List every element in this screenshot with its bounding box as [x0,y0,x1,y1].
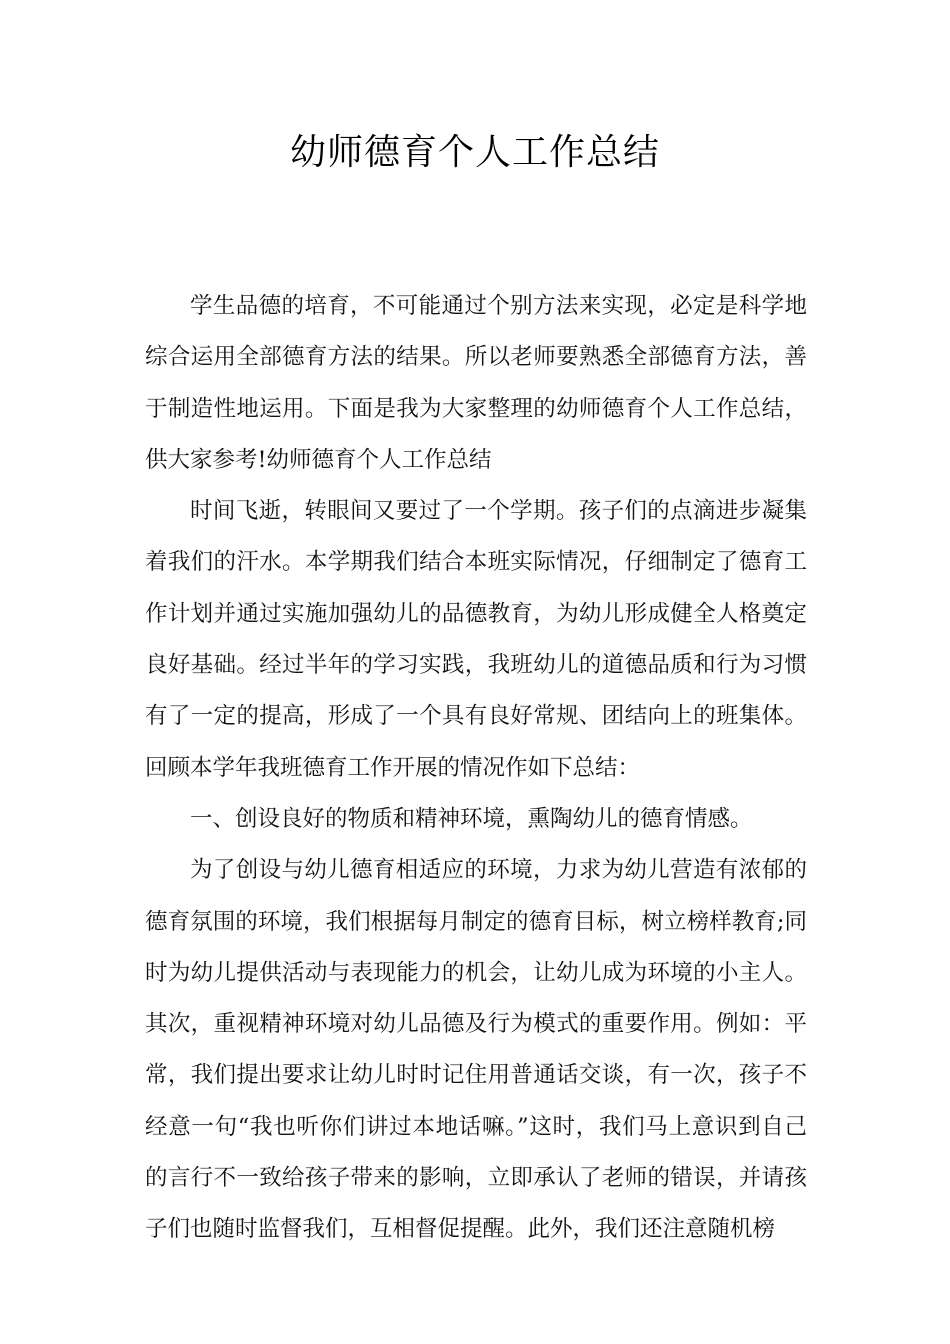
document-body [145,281,807,1256]
document-title: 幼师德育个人工作总结 [289,132,660,173]
paragraph-review: 时间飞逝，转眼间又要过了一个学期。孩子们的点滴进步凝集着我们的汗水。本学期我们结合本班实际情况，仔细制定了德育工作计划并通过实施加强幼儿的品德教育，为幼儿形成健全人格奠定良好基础。经过半年的学习实践，我班幼儿的道德品质和行为习惯有了一定的提高，形成了一个具有良好常规、团结向上的班集体。回顾本学年我班德育工作开展的情况作如下总结： [145,498,807,781]
paragraph-intro: 学生品德的培育，不可能通过个别方法来实现，必定是科学地综合运用全部德育方法的结果。所以老师要熟悉全部德育方法，善于制造性地运用。下面是我为大家整理的幼师德育个人工作总结，供大家参考!幼师德育个人工作总结 [145,293,807,473]
section-heading-1: 一、创设良好的物质和精神环境，熏陶幼儿的德育情感。 [190,805,753,832]
paragraph-environment: 为了创设与幼儿德育相适应的环境，力求为幼儿营造有浓郁的德育氛围的环境，我们根据每月制定的德育目标，树立榜样教育;同时为幼儿提供活动与表现能力的机会，让幼儿成为环境的小主人。其次，重视精神环境对幼儿品德及行为模式的重要作用。例如：平常，我们提出要求让幼儿时时记住用普通话交谈，有一次，孩子不经意一句“我也听你们讲过本地话嘛。”这时，我们马上意识到自己的言行不一致给孩子带来的影响，立即承认了老师的错误，并请孩子们也随时监督我们，互相督促提醒。此外，我们还注意随机榜 [145,857,807,1243]
